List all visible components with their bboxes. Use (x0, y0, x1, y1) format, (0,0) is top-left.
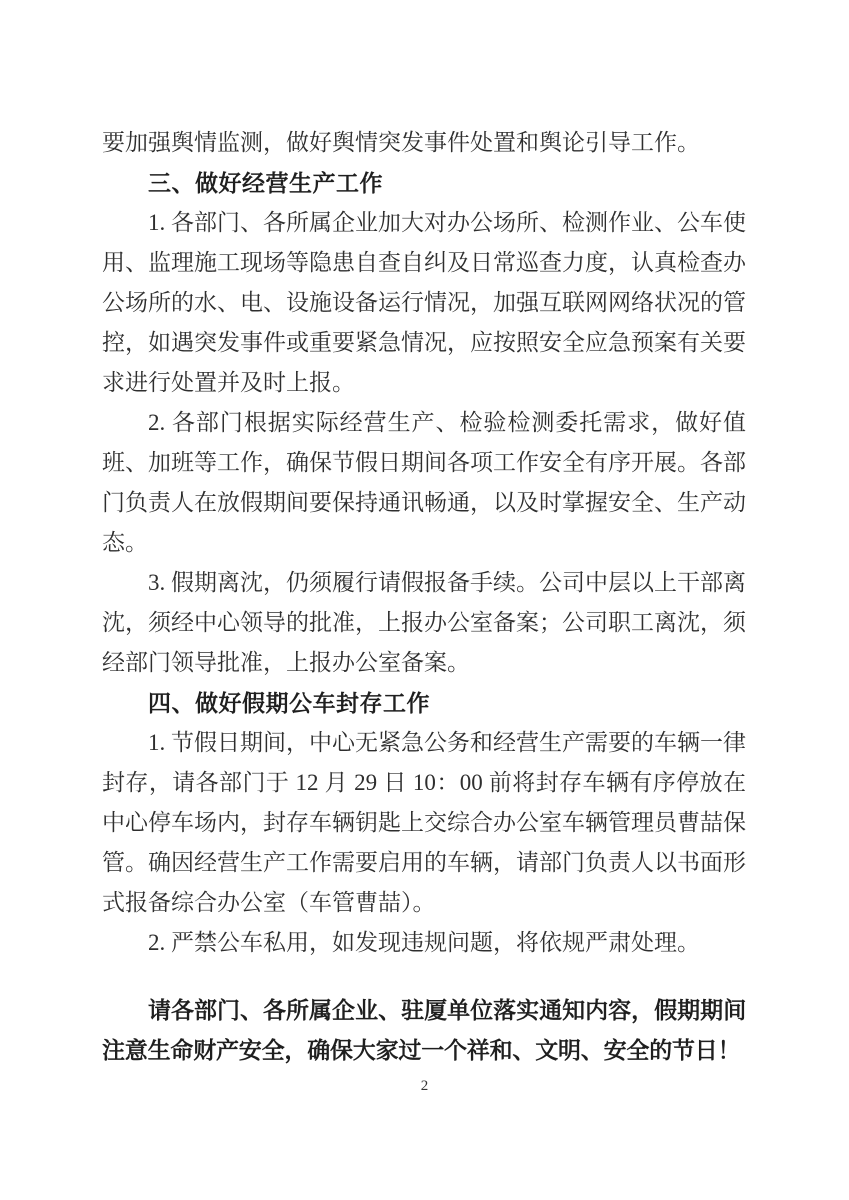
body-paragraph: 1. 各部门、各所属企业加大对办公场所、检测作业、公车使用、监理施工现场等隐患自查自纠及日常巡查力度，认真检查办公场所的水、电、设施设备运行情况，加强互联网网络状况的管控，如遇突发事件或重要紧急情况，应按照安全应急预案有关要求进行处置并及时上报。 (102, 210, 746, 395)
body-paragraph: 1. 节假日期间，中心无紧急公务和经营生产需要的车辆一律封存，请各部门于 12 月 29 日 10：00 前将封存车辆有序停放在中心停车场内，封存车辆钥匙上交综合办公室车辆管理员曹喆保管。确因经营生产工作需要启用的车辆，请部门负责人以书面形式报备综合办公室（车管曹喆）。 (102, 730, 746, 915)
section-heading: 四、做好假期公车封存工作 (148, 690, 430, 716)
body-paragraph: 2. 各部门根据实际经营生产、检验检测委托需求，做好值班、加班等工作，确保节假日期间各项工作安全有序开展。各部门负责人在放假期间要保持通讯畅通，以及时掌握安全、生产动态。 (102, 410, 746, 555)
body-paragraph: 3. 假期离沈，仍须履行请假报备手续。公司中层以上干部离沈，须经中心领导的批准，上报办公室备案；公司职工离沈，须经部门领导批准，上报办公室备案。 (102, 570, 746, 675)
document-body (102, 123, 746, 1071)
body-paragraph: 2. 严禁公车私用，如发现违规问题，将依规严肃处理。 (148, 930, 700, 955)
closing-paragraph: 请各部门、各所属企业、驻厦单位落实通知内容，假期期间注意生命财产安全，确保大家过一个祥和、文明、安全的节日！ (102, 998, 746, 1063)
section-heading: 三、做好经营生产工作 (148, 170, 383, 196)
body-paragraph: 要加强舆情监测，做好舆情突发事件处置和舆论引导工作。 (102, 130, 700, 155)
page-number: 2 (420, 1078, 429, 1094)
